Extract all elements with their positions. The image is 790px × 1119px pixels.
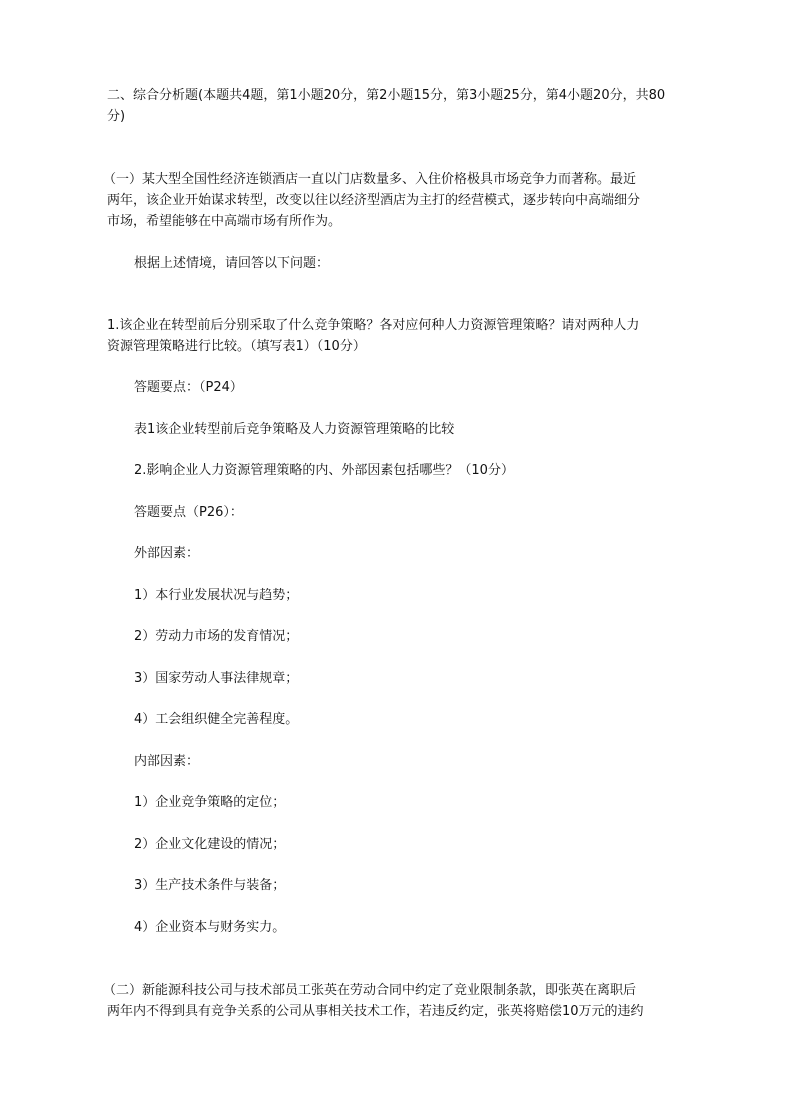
external-factor-item: 4）工会组织健全完善程度。: [134, 712, 299, 727]
external-factor-item: 3）国家劳动人事法律规章；: [134, 671, 299, 686]
q1-table-caption: 表1该企业转型前后竞争策略及人力资源管理策略的比较: [134, 422, 455, 437]
case1-line-1: （一）某大型全国性经济连锁酒店一直以门店数量多、入住价格极具市场竞争力而著称。最近: [103, 172, 637, 187]
case1-line-3: 市场，希望能够在中高端市场有所作为。: [107, 214, 342, 229]
case1-prompt: 根据上述情境，请回答以下问题：: [134, 256, 330, 271]
internal-factor-item: 3）生产技术条件与装备；: [134, 878, 286, 893]
internal-factor-item: 1）企业竞争策略的定位；: [134, 795, 286, 810]
q1-line-1: 1.该企业在转型前后分别采取了什么竞争策略？各对应何种人力资源管理策略？请对两种人力: [107, 318, 640, 333]
internal-factors-label: 内部因素：: [134, 754, 200, 769]
case2-line-1: （二）新能源科技公司与技术部员工张英在劳动合同中约定了竞业限制条款，即张英在离职后: [103, 983, 637, 998]
case1-line-2: 两年，该企业开始谋求转型，改变以往以经济型酒店为主打的经营模式，逐步转向中高端细分: [107, 193, 641, 208]
q2-answer-points: 答题要点（P26）：: [134, 505, 243, 520]
q1-answer-points: 答题要点：（P24）: [134, 380, 243, 395]
case2-line-2: 两年内不得到具有竞争关系的公司从事相关技术工作，若违反约定，张英将赔偿10万元的违约: [107, 1004, 644, 1019]
external-factor-item: 1）本行业发展状况与趋势；: [134, 588, 299, 603]
external-factors-label: 外部因素：: [134, 546, 200, 561]
external-factor-item: 2）劳动力市场的发育情况；: [134, 629, 299, 644]
q1-line-2: 资源管理策略进行比较。（填写表1）（10分）: [107, 339, 366, 354]
section-title-line-2: 分): [107, 109, 126, 124]
q2-question: 2.影响企业人力资源管理策略的内、外部因素包括哪些？（10分）: [134, 463, 514, 478]
internal-factor-item: 4）企业资本与财务实力。: [134, 920, 286, 935]
section-title-line-1: 二、综合分析题(本题共4题，第1小题20分，第2小题15分，第3小题25分，第4小题20分，共80: [107, 88, 666, 103]
internal-factor-item: 2）企业文化建设的情况；: [134, 837, 286, 852]
